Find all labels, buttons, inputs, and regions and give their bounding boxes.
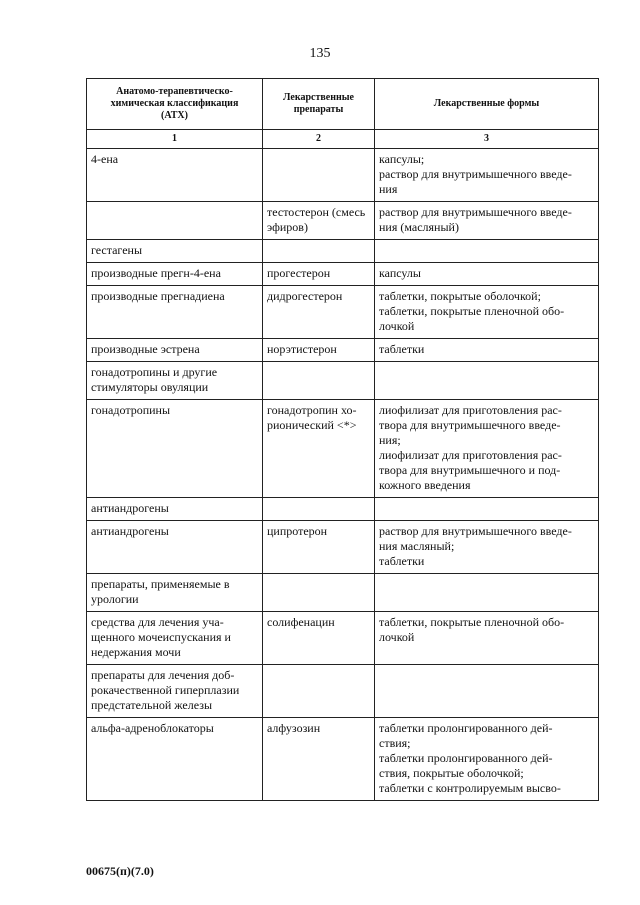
table-row [87, 286, 599, 339]
cell-forms: капсулы [375, 263, 599, 286]
table-body [87, 149, 599, 801]
table-row [87, 339, 599, 362]
table-row [87, 718, 599, 801]
cell-forms [375, 665, 599, 718]
cell-forms: таблетки, покрытые пленочной обо- лочкой [375, 612, 599, 665]
cell-forms [375, 498, 599, 521]
page-number: 135 [309, 46, 331, 61]
column-number-3: 3 [375, 130, 599, 149]
footer-document-code: 00675(п)(7.0) [86, 864, 154, 878]
cell-forms [375, 362, 599, 400]
cell-drug: норэтистерон [263, 339, 375, 362]
cell-drug [263, 665, 375, 718]
header-forms: Лекарственные формы [375, 79, 599, 130]
table-row [87, 149, 599, 202]
cell-atx [87, 202, 263, 240]
table-row [87, 362, 599, 400]
cell-forms: капсулы; раствор для внутримышечного введе- ния [375, 149, 599, 202]
column-number-2: 2 [263, 130, 375, 149]
cell-atx: антиандрогены [87, 521, 263, 574]
drug-table [86, 78, 599, 801]
cell-drug: гонадотропин хо- рионический <*> [263, 400, 375, 498]
cell-drug [263, 149, 375, 202]
cell-drug: прогестерон [263, 263, 375, 286]
table-row [87, 202, 599, 240]
table-row [87, 498, 599, 521]
cell-atx: препараты для лечения доб- рокачественной гиперплазии предстательной железы [87, 665, 263, 718]
cell-forms: таблетки пролонгированного дей- ствия; таблетки пролонгированного дей- ствия, покрытые оболочкой; таблетки с контролируемым высво- [375, 718, 599, 801]
cell-drug [263, 240, 375, 263]
table-row [87, 400, 599, 498]
cell-atx: гестагены [87, 240, 263, 263]
cell-atx: альфа-адреноблокаторы [87, 718, 263, 801]
cell-atx: гонадотропины и другие стимуляторы овуляции [87, 362, 263, 400]
cell-atx: производные прегнадиена [87, 286, 263, 339]
cell-forms [375, 574, 599, 612]
cell-drug: тестостерон (смесь эфиров) [263, 202, 375, 240]
cell-forms: раствор для внутримышечного введе- ния масляный; таблетки [375, 521, 599, 574]
cell-forms: таблетки [375, 339, 599, 362]
cell-atx: 4-ена [87, 149, 263, 202]
table-row [87, 263, 599, 286]
cell-drug [263, 362, 375, 400]
cell-atx: препараты, применяемые в урологии [87, 574, 263, 612]
cell-drug [263, 498, 375, 521]
cell-drug: дидрогестерон [263, 286, 375, 339]
column-number-row [87, 130, 599, 149]
cell-drug: ципротерон [263, 521, 375, 574]
cell-forms [375, 240, 599, 263]
cell-forms: раствор для внутримышечного введе- ния (масляный) [375, 202, 599, 240]
cell-forms: лиофилизат для приготовления рас- твора для внутримышечного введе- ния; лиофилизат для приготовления рас- твора для внутримышечного и под- кожного введения [375, 400, 599, 498]
table-row [87, 574, 599, 612]
header-atx: Анатомо-терапевтическо- химическая классификация (АТХ) [87, 79, 263, 130]
cell-drug: солифенацин [263, 612, 375, 665]
cell-atx: производные эстрена [87, 339, 263, 362]
cell-atx: гонадотропины [87, 400, 263, 498]
cell-forms: таблетки, покрытые оболочкой; таблетки, покрытые пленочной обо- лочкой [375, 286, 599, 339]
cell-drug [263, 574, 375, 612]
table-row [87, 612, 599, 665]
header-drugs: Лекарственные препараты [263, 79, 375, 130]
cell-atx: средства для лечения уча- щенного мочеиспускания и недержания мочи [87, 612, 263, 665]
table-row [87, 521, 599, 574]
column-number-1: 1 [87, 130, 263, 149]
cell-drug: алфузозин [263, 718, 375, 801]
cell-atx: производные прегн-4-ена [87, 263, 263, 286]
table-header-row [87, 79, 599, 130]
table-row [87, 665, 599, 718]
cell-atx: антиандрогены [87, 498, 263, 521]
table-row [87, 240, 599, 263]
